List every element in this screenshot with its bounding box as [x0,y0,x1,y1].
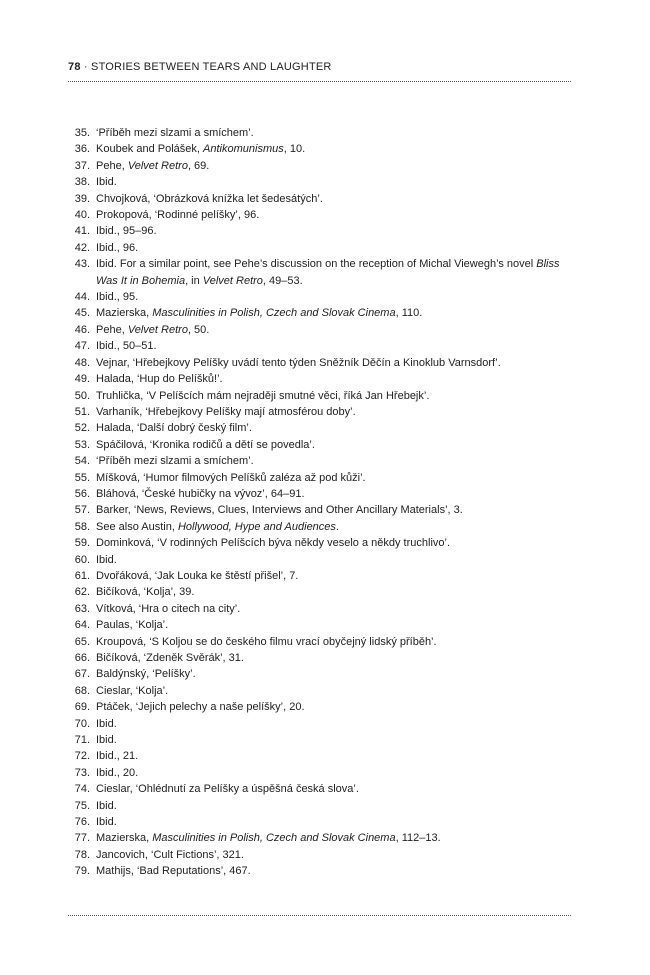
endnote-text [96,486,571,502]
endnote-item [68,207,571,223]
endnote-item [68,781,571,797]
endnote-number: 75. [74,799,90,812]
endnote-number: 74. [74,783,90,796]
text-run: Ibid., 95–96. [96,225,157,238]
text-run: Halada, ‘Hup do Pelíšků!’. [96,373,223,386]
text-run: Chvojková, ‘Obrázková knížka let šedesátých’. [96,192,323,205]
endnote-number: 54. [74,455,90,468]
text-run: Dominková, ‘V rodinných Pelíšcích býva někdy veselo a někdy truchlivo’. [96,537,451,550]
text-run: Ibid. [96,176,117,189]
endnote-text [96,699,571,715]
endnote-text [96,256,571,289]
italic-title: Hollywood, Hype and Audiences [177,520,336,533]
endnote-item [68,798,571,814]
endnote-number: 63. [74,602,90,615]
endnote-number: 40. [74,209,90,222]
endnote-text [96,535,571,551]
endnote-item [68,125,571,141]
header-divider [68,81,571,82]
text-run: Cieslar, ‘Kolja’. [96,684,169,697]
text-run: Ibid. [96,734,117,747]
endnote-text [96,207,571,223]
endnote-text [96,634,571,650]
endnote-item [68,338,571,354]
endnote-item [68,863,571,879]
text-run: Baldýnský, ‘Pelíšky’. [96,668,196,681]
endnote-text [96,617,571,633]
endnote-text [96,765,571,781]
text-run: , 69. [187,159,210,172]
endnote-text [96,437,571,453]
endnote-item [68,847,571,863]
endnote-item [68,486,571,502]
endnote-item [68,716,571,732]
endnote-text [96,355,571,371]
text-run: Bičíková, ‘Zdeněk Svěrák’, 31. [96,652,244,664]
endnote-number: 79. [74,865,90,878]
text-run: Ibid. [96,816,117,829]
endnote-item [68,650,571,666]
text-run: Paulas, ‘Kolja’. [96,619,169,632]
text-run: ‘Příběh mezi slzami a smíchem’. [96,127,254,139]
endnote-text [96,322,571,338]
endnote-text [96,240,571,256]
endnote-item [68,141,571,157]
endnote-number: 77. [74,832,90,845]
text-run: See also Austin, [96,520,178,533]
endnote-number: 55. [74,471,90,484]
endnote-text [96,223,571,239]
endnote-text [96,141,571,157]
endnote-number: 51. [74,405,90,418]
endnote-text [96,404,571,420]
italic-title: Velvet Retro [127,323,188,336]
endnote-text [96,814,571,830]
endnote-text [96,748,571,764]
text-run: , 50. [187,323,210,336]
endnote-text [96,666,571,682]
endnote-item [68,289,571,305]
endnote-number: 65. [74,635,90,648]
endnote-item [68,666,571,682]
text-run: Halada, ‘Další dobrý český film’. [96,422,252,435]
text-run: Koubek and Polášek, [96,143,204,156]
endnote-item [68,830,571,846]
endnote-text [96,732,571,748]
endnote-number: 61. [74,569,90,582]
endnote-item [68,420,571,436]
text-run: Ibid., 96. [96,241,139,254]
text-run: Ibid., 20. [96,766,139,779]
endnote-number: 66. [74,652,90,664]
endnote-number: 52. [74,422,90,435]
text-run: Pehe, [96,159,128,172]
endnote-number: 59. [74,537,90,550]
endnote-item [68,453,571,469]
endnote-number: 47. [74,340,90,353]
endnote-text [96,470,571,486]
endnote-item [68,814,571,830]
endnote-number: 58. [74,520,90,533]
text-run: Mathijs, ‘Bad Reputations’, 467. [96,865,251,878]
endnote-number: 39. [74,192,90,205]
endnote-number: 68. [74,684,90,697]
footer-divider [68,915,571,916]
endnote-item [68,305,571,321]
endnote-item [68,470,571,486]
endnote-item [68,404,571,420]
endnote-text [96,601,571,617]
text-run: Varhaník, ‘Hřebejkovy Pelíšky mají atmosférou doby’. [96,405,356,418]
italic-title: Bliss Was It in Bohemia [96,258,560,287]
endnote-number: 64. [74,619,90,632]
italic-title: Velvet Retro [127,159,188,172]
endnote-number: 71. [74,734,90,747]
endnote-number: 70. [74,717,90,730]
text-run: Mazierska, [96,307,153,320]
endnote-number: 43. [74,258,90,271]
text-run: Barker, ‘News, Reviews, Clues, Interviews and Other Ancillary Materials’, 3. [96,504,463,517]
endnote-text [96,552,571,568]
endnote-text [96,650,571,666]
page-number: 78 [68,61,81,73]
endnote-text [96,830,571,846]
endnote-text [96,716,571,732]
endnote-number: 53. [74,438,90,451]
text-run: Vítková, ‘Hra o citech na city’. [96,602,241,615]
endnote-number: 44. [74,291,90,304]
header-separator: · [83,61,88,73]
text-run: , 112–13. [395,832,441,845]
endnote-text [96,420,571,436]
endnote-text [96,568,571,584]
text-run: Bičíková, ‘Kolja’, 39. [96,586,195,599]
endnote-text [96,388,571,404]
endnote-number: 69. [74,701,90,714]
endnote-text [96,289,571,305]
endnote-number: 67. [74,668,90,681]
endnote-item [68,519,571,535]
endnote-item [68,552,571,568]
endnote-number: 36. [74,143,90,156]
text-run: Kroupová, ‘S Koljou se do českého filmu vrací obyčejný lidský příběh’. [96,635,437,648]
endnote-item [68,601,571,617]
running-title: STORIES BETWEEN TEARS AND LAUGHTER [91,61,332,73]
endnote-item [68,437,571,453]
endnote-text [96,174,571,190]
endnote-item [68,355,571,371]
text-run: Ptáček, ‘Jejich pelechy a naše pelíšky’, 20. [96,701,305,714]
endnote-number: 38. [74,176,90,189]
italic-title: Masculinities in Polish, Czech and Slovak Cinema [152,832,396,845]
endnote-text [96,519,571,535]
endnote-item [68,223,571,239]
endnote-text [96,847,571,863]
text-run: Míšková, ‘Humor filmových Pelíšků zaléza až pod kůži’. [96,471,366,484]
endnote-item [68,748,571,764]
endnotes-list [68,125,571,880]
endnote-text [96,798,571,814]
endnote-text [96,125,571,141]
endnote-item [68,584,571,600]
endnote-number: 62. [74,586,90,599]
text-run: Jancovich, ‘Cult Fictions’, 321. [96,848,244,861]
endnote-item [68,191,571,207]
endnote-item [68,256,571,289]
endnote-text [96,453,571,469]
endnote-text [96,371,571,387]
text-run: Ibid. [96,553,117,566]
text-run: , 110. [395,307,423,320]
text-run: Truhlička, ‘V Pelíšcích mám nejraději smutné věci, říká Jan Hřebejk’. [96,389,430,402]
endnote-number: 76. [74,816,90,829]
endnote-number: 56. [74,487,90,500]
text-run: Ibid., 95. [96,291,139,304]
endnote-item [68,634,571,650]
endnote-item [68,699,571,715]
endnote-text [96,305,571,321]
text-run: Ibid., 21. [96,750,139,763]
endnote-item [68,502,571,518]
text-run: Pehe, [96,323,128,336]
text-run: . [335,520,339,533]
endnote-text [96,781,571,797]
text-run: Vejnar, ‘Hřebejkovy Pelíšky uvádí tento týden Sněžník Děčín a Kinoklub Varnsdorf’. [96,356,501,369]
endnote-number: 78. [74,848,90,861]
endnote-number: 73. [74,766,90,779]
endnote-text [96,191,571,207]
endnote-item [68,617,571,633]
endnote-text [96,338,571,354]
endnote-number: 60. [74,553,90,566]
endnote-item [68,371,571,387]
text-run: Dvořáková, ‘Jak Louka ke štěstí přišel’, 7. [96,569,299,582]
endnote-item [68,732,571,748]
endnote-number: 45. [74,307,90,320]
text-run: Mazierska, [96,832,153,845]
endnote-item [68,765,571,781]
text-run: Bláhová, ‘České hubičky na vývoz’, 64–91. [96,487,305,500]
endnote-item [68,174,571,190]
italic-title: Antikomunismus [203,143,284,156]
endnote-item [68,388,571,404]
endnote-item [68,568,571,584]
endnote-number: 48. [74,356,90,369]
italic-title: Masculinities in Polish, Czech and Slovak Cinema [152,307,396,320]
endnote-number: 72. [74,750,90,763]
endnote-number: 42. [74,241,90,254]
text-run: Ibid. [96,799,117,812]
endnote-number: 57. [74,504,90,517]
endnote-number: 49. [74,373,90,386]
text-run: , in [185,274,203,287]
text-run: Ibid., 50–51. [96,340,157,353]
endnote-number: 46. [74,323,90,336]
endnote-text [96,584,571,600]
endnote-number: 35. [74,127,90,139]
endnote-item [68,535,571,551]
endnote-number: 50. [74,389,90,402]
endnote-text [96,863,571,879]
text-run: Prokopová, ‘Rodinné pelíšky’, 96. [96,209,260,222]
text-run: , 10. [283,143,306,156]
endnote-number: 37. [74,159,90,172]
text-run: Spáčilová, ‘Kronika rodičů a dětí se povedla’. [96,438,315,451]
italic-title: Velvet Retro [202,274,263,287]
endnote-text [96,502,571,518]
text-run: Ibid. [96,717,117,730]
text-run: , 49–53. [262,274,303,287]
text-run: Ibid. For a similar point, see Pehe’s discussion on the reception of Michal Viewegh’s novel [96,258,537,271]
endnote-number: 41. [74,225,90,238]
running-header [68,60,571,74]
endnote-item [68,683,571,699]
endnote-item [68,240,571,256]
endnote-item [68,322,571,338]
endnote-text [96,683,571,699]
endnote-text [96,158,571,174]
endnote-item [68,158,571,174]
text-run: ‘Příběh mezi slzami a smíchem’. [96,455,254,468]
text-run: Cieslar, ‘Ohlédnutí za Pelíšky a úspěšná česká slova’. [96,783,359,796]
